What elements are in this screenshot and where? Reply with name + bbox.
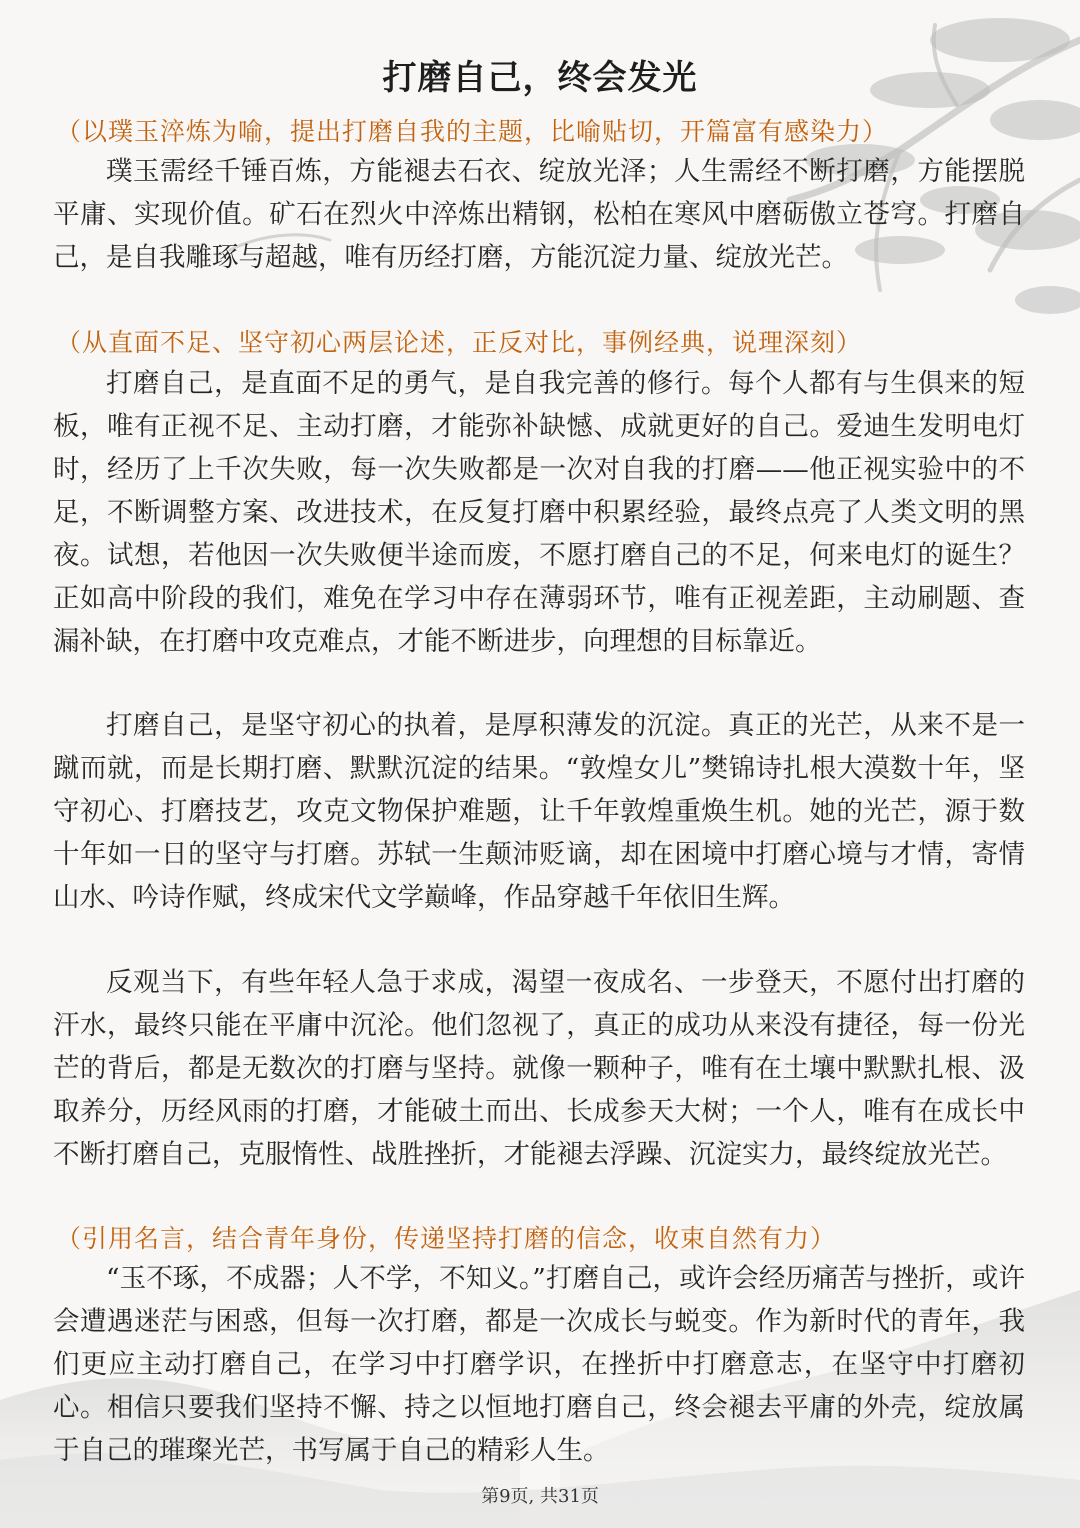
paragraph-5: “玉不琢，不成器；人不学，不知义。”打磨自己，或许会经历痛苦与挫折，或许会遭遇迷茫与困惑，但每一次打磨，都是一次成长与蜕变。作为新时代的青年，我们更应主动打磨自己，在学习中打磨学识，在挫折中打磨意志，在坚守中打磨初心。相信只要我们坚持不懈、持之以恒地打磨自己，终会褪去平庸的外壳，绽放属于自己的璀璨光芒，书写属于自己的精彩人生。 (53, 1263, 1025, 1466)
essay-title: 打磨自己，终会发光 (382, 58, 698, 98)
page-number: 第9页, 共31页 (481, 1486, 599, 1507)
annotation-note-1: （以璞玉淬炼为喻，提出打磨自我的主题，比喻贴切，开篇富有感染力） (56, 117, 889, 146)
paragraph-3: 打磨自己，是坚守初心的执着，是厚积薄发的沉淀。真正的光芒，从来不是一蹴而就，而是长期打磨、默默沉淀的结果。“敦煌女儿”樊锦诗扎根大漠数十年，坚守初心、打磨技艺，攻克文物保护难题，让千年敦煌重焕生机。她的光芒，源于数十年如一日的坚守与打磨。苏轼一生颠沛贬谪，却在困境中打磨心境与才情，寄情山水、吟诗作赋，终成宋代文学巅峰，作品穿越千年依旧生辉。 (53, 710, 1025, 913)
annotation-note-3: （引用名言，结合青年身份，传递坚持打磨的信念，收束自然有力） (56, 1224, 837, 1253)
paragraph-2: 打磨自己，是直面不足的勇气，是自我完善的修行。每个人都有与生俱来的短板，唯有正视不足、主动打磨，才能弥补缺憾、成就更好的自己。爱迪生发明电灯时，经历了上千次失败，每一次失败都是一次对自我的打磨——他正视实验中的不足，不断调整方案、改进技术，在反复打磨中积累经验，最终点亮了人类文明的黑夜。试想，若他因一次失败便半途而废，不愿打磨自己的不足，何来电灯的诞生？正如高中阶段的我们，难免在学习中存在薄弱环节，唯有正视差距，主动刷题、查漏补缺，在打磨中攻克难点，才能不断进步，向理想的目标靠近。 (53, 368, 1025, 657)
paragraph-1: 璞玉需经千锤百炼，方能褪去石衣、绽放光泽；人生需经不断打磨，方能摆脱平庸、实现价值。矿石在烈火中淬炼出精钢，松柏在寒风中磨砺傲立苍穹。打磨自己，是自我雕琢与超越，唯有历经打磨，方能沉淀力量、绽放光芒。 (53, 156, 1025, 273)
annotation-note-2: （从直面不足、坚守初心两层论述，正反对比，事例经典，说理深刻） (56, 328, 863, 357)
paragraph-4: 反观当下，有些年轻人急于求成，渴望一夜成名、一步登天，不愿付出打磨的汗水，最终只能在平庸中沉沦。他们忽视了，真正的成功从来没有捷径，每一份光芒的背后，都是无数次的打磨与坚持。就像一颗种子，唯有在土壤中默默扎根、汲取养分，历经风雨的打磨，才能破土而出、长成参天大树；一个人，唯有在成长中不断打磨自己，克服惰性、战胜挫折，才能褪去浮躁、沉淀实力，最终绽放光芒。 (53, 967, 1025, 1170)
